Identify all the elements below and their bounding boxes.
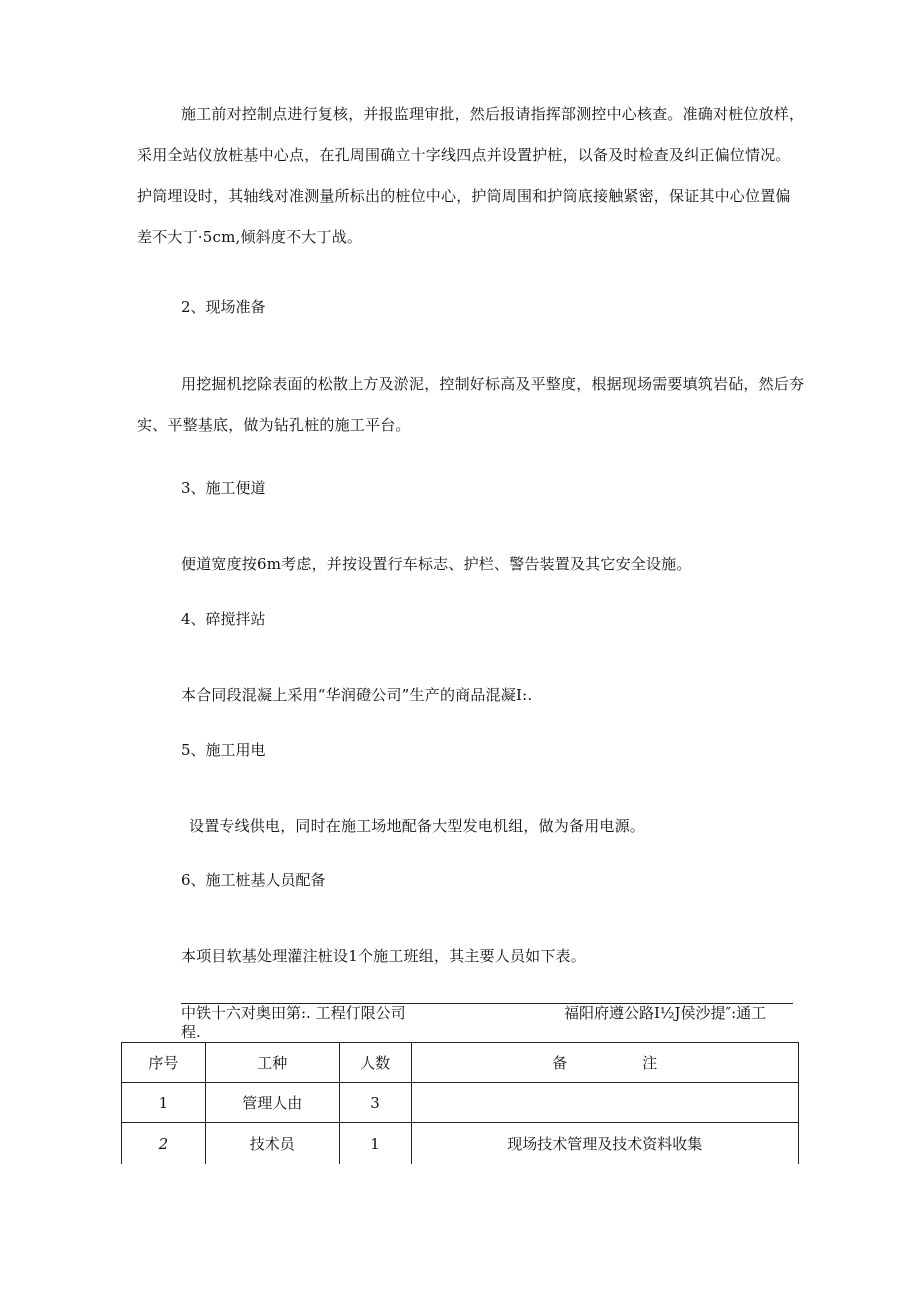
- table-header-cell: 工种: [205, 1043, 339, 1083]
- page-header-project: 福阳府遵公路I½J侯沙提″:通工: [564, 1004, 767, 1022]
- heading-staffing: 6、施工桩基人员配备: [181, 871, 326, 889]
- page-header-company: 中铁十六对奥田第:. 工程仃限公司: [181, 1004, 406, 1022]
- page-header-wrap: 程.: [181, 1023, 201, 1041]
- table-cell: [411, 1083, 798, 1123]
- heading-power-supply: 5、施工用电: [181, 741, 266, 759]
- paragraph-access-road: 便道宽度按6m考虑，并按设置行车标志、护栏、警告装置及其它安全设施。: [181, 555, 692, 573]
- paragraph-survey: 施工前对控制点进行复核，并报监理审批，然后报请指挥部测控中心核查。准确对桩位放样，采用全站仪放桩基中心点，在孔周围确立十字线四点并设置护桩，以备及时检查及纠正偏位情况。护筒埋设时，其轴线对准测量所标出的桩位中心，护筒周围和护筒底接触紧密，保证其中心位置偏差不大丁·5cm,倾斜度不大丁战。: [137, 105, 805, 246]
- table-row: [122, 1123, 799, 1165]
- paragraph-site-preparation: 用挖掘机挖除表面的松散上方及淤泥，控制好标高及平整度，根据现场需要填筑岩砧，然后夯实、平整基底，做为钻孔桩的施工平台。: [137, 375, 805, 434]
- table-row: [122, 1083, 799, 1123]
- staff-table: [121, 1042, 799, 1164]
- table-header-cell: 序号: [122, 1043, 206, 1083]
- paragraph-staffing: 本项目软基处理灌注桩设1个施工班组，其主要人员如下表。: [181, 947, 586, 965]
- table-cell: 1: [122, 1083, 206, 1123]
- table-cell: 3: [339, 1083, 411, 1123]
- table-cell: 1: [339, 1123, 411, 1165]
- table-cell: 技术员: [205, 1123, 339, 1165]
- paragraph-mixing-station: 本合同段混凝上采用“华润磴公司”生产的商品混凝I:.: [181, 686, 533, 704]
- table-cell: 管理人由: [205, 1083, 339, 1123]
- table-cell: 2: [122, 1123, 206, 1165]
- heading-mixing-station: 4、碎搅拌站: [181, 610, 266, 628]
- page-header: [181, 1003, 793, 1022]
- paragraph-power-supply: 设置专线供电，同时在施工场地配备大型发电机组，做为备用电源。: [189, 817, 646, 835]
- table-header-cell: 备 注: [411, 1043, 798, 1083]
- heading-site-preparation: 2、现场准备: [181, 298, 266, 316]
- heading-access-road: 3、施工便道: [181, 479, 266, 497]
- table-header-cell: 人数: [339, 1043, 411, 1083]
- table-cell: 现场技术管理及技术资料收集: [411, 1123, 798, 1165]
- table-header-row: [122, 1043, 799, 1083]
